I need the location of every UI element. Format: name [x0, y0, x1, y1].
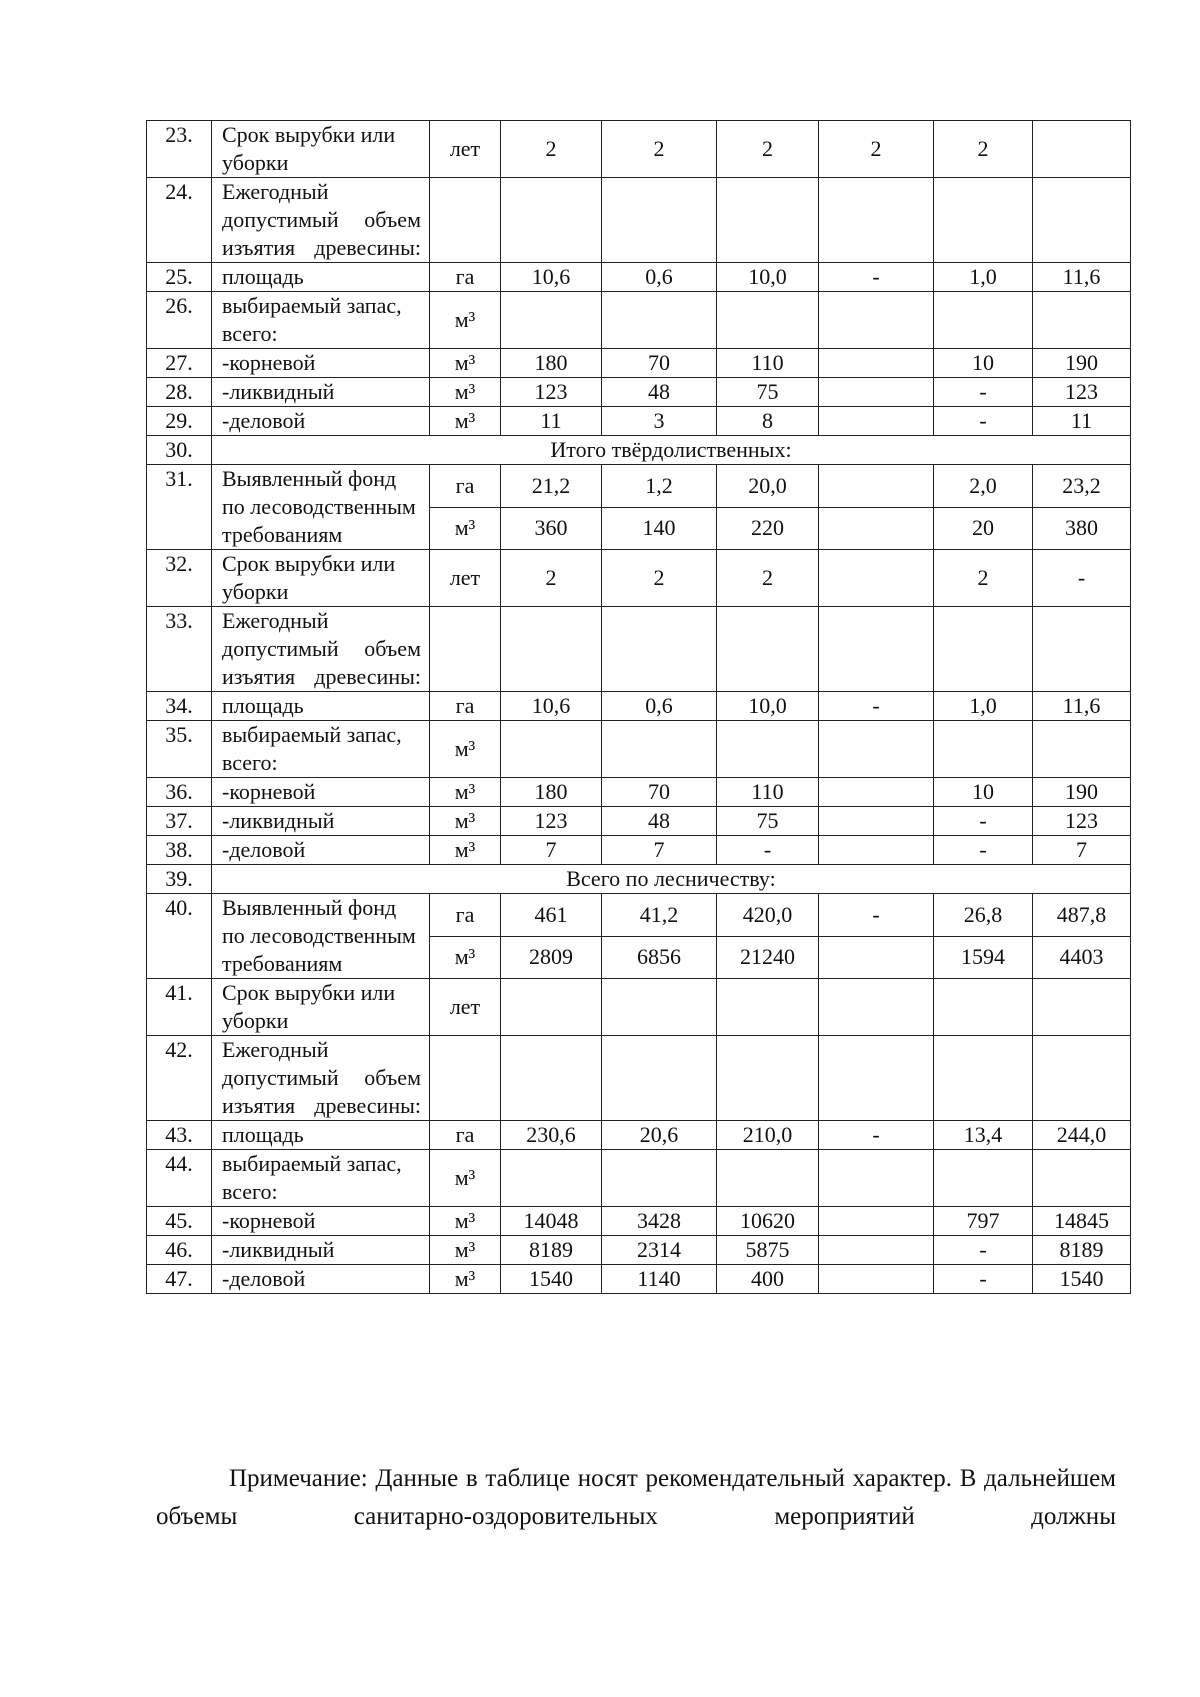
value-cell: 400: [717, 1265, 819, 1294]
row-name: выбираемый запас, всего:: [212, 721, 430, 778]
row-number: 40.: [147, 894, 212, 979]
unit-cell: га: [430, 263, 501, 292]
row-name: -ликвидный: [212, 378, 430, 407]
value-cell: [819, 836, 934, 865]
value-cell: 11: [1033, 407, 1131, 436]
value-cell: [934, 292, 1033, 349]
unit-cell: м³: [430, 721, 501, 778]
table-row: [147, 692, 1131, 721]
row-name: -корневой: [212, 778, 430, 807]
row-number: 44.: [147, 1150, 212, 1207]
section-title: Всего по лесничеству:: [212, 865, 1131, 894]
value-cell: 20: [934, 507, 1033, 550]
value-cell: 10,6: [501, 692, 602, 721]
value-cell: [819, 407, 934, 436]
value-cell: [602, 721, 717, 778]
table-row: [147, 1207, 1131, 1236]
value-cell: [819, 178, 934, 263]
unit-cell: га: [430, 1121, 501, 1150]
value-cell: [602, 979, 717, 1036]
value-cell: 0,6: [602, 692, 717, 721]
unit-cell: [430, 1036, 501, 1121]
row-number: 41.: [147, 979, 212, 1036]
row-name: -корневой: [212, 1207, 430, 1236]
row-name: Срок вырубки или уборки: [212, 550, 430, 607]
table-row: [147, 407, 1131, 436]
unit-cell: га: [430, 692, 501, 721]
value-cell: -: [819, 692, 934, 721]
value-cell: 1,0: [934, 263, 1033, 292]
section-row: [147, 436, 1131, 465]
value-cell: [1033, 1150, 1131, 1207]
value-cell: [934, 721, 1033, 778]
row-name: -деловой: [212, 836, 430, 865]
row-number: 35.: [147, 721, 212, 778]
row-name: Выявленный фонд по лесоводственным требованиям: [212, 465, 430, 550]
value-cell: 2: [501, 121, 602, 178]
value-cell: 123: [1033, 378, 1131, 407]
value-cell: 2: [501, 550, 602, 607]
value-cell: 1,2: [602, 465, 717, 508]
value-cell: 75: [717, 807, 819, 836]
value-cell: 10: [934, 349, 1033, 378]
table-row: [147, 263, 1131, 292]
value-cell: [717, 721, 819, 778]
value-cell: 3: [602, 407, 717, 436]
value-cell: 2: [717, 550, 819, 607]
row-number: 45.: [147, 1207, 212, 1236]
value-cell: 123: [501, 378, 602, 407]
value-cell: [717, 178, 819, 263]
value-cell: [819, 292, 934, 349]
table-row: [147, 807, 1131, 836]
row-name: Срок вырубки или уборки: [212, 121, 430, 178]
value-cell: [602, 607, 717, 692]
value-cell: 2: [934, 121, 1033, 178]
unit-cell: м³: [430, 936, 501, 979]
unit-cell: [430, 607, 501, 692]
value-cell: [602, 1150, 717, 1207]
table-row: [147, 121, 1131, 178]
table-row: [147, 292, 1131, 349]
value-cell: 360: [501, 507, 602, 550]
value-cell: 220: [717, 507, 819, 550]
value-cell: 2809: [501, 936, 602, 979]
value-cell: 244,0: [1033, 1121, 1131, 1150]
table-row: [147, 349, 1131, 378]
value-cell: 110: [717, 778, 819, 807]
value-cell: 1540: [501, 1265, 602, 1294]
row-name: площадь: [212, 692, 430, 721]
row-number: 46.: [147, 1236, 212, 1265]
value-cell: 2: [934, 550, 1033, 607]
unit-cell: м³: [430, 507, 501, 550]
value-cell: 2: [602, 550, 717, 607]
value-cell: -: [934, 407, 1033, 436]
value-cell: [602, 292, 717, 349]
value-cell: [819, 778, 934, 807]
value-cell: [819, 465, 934, 508]
value-cell: 7: [602, 836, 717, 865]
table-row: [147, 1036, 1131, 1121]
table-row: [147, 178, 1131, 263]
value-cell: 10620: [717, 1207, 819, 1236]
value-cell: [819, 1150, 934, 1207]
row-name: Выявленный фонд по лесоводственным требованиям: [212, 894, 430, 979]
value-cell: [819, 979, 934, 1036]
table-row: [147, 979, 1131, 1036]
unit-cell: лет: [430, 550, 501, 607]
value-cell: 180: [501, 349, 602, 378]
value-cell: 11,6: [1033, 692, 1131, 721]
table-row: [147, 894, 1131, 937]
unit-cell: га: [430, 894, 501, 937]
value-cell: -: [819, 1121, 934, 1150]
value-cell: [1033, 979, 1131, 1036]
value-cell: [1033, 721, 1131, 778]
value-cell: [1033, 607, 1131, 692]
value-cell: -: [934, 1265, 1033, 1294]
value-cell: 20,6: [602, 1121, 717, 1150]
value-cell: -: [934, 1236, 1033, 1265]
unit-cell: м³: [430, 1207, 501, 1236]
value-cell: 2: [717, 121, 819, 178]
value-cell: [819, 349, 934, 378]
row-name: Ежегодный допустимый объем изъятия древесины:: [212, 178, 430, 263]
value-cell: 2: [819, 121, 934, 178]
row-number: 26.: [147, 292, 212, 349]
value-cell: 7: [1033, 836, 1131, 865]
value-cell: 180: [501, 778, 602, 807]
table-row: [147, 1121, 1131, 1150]
unit-cell: лет: [430, 121, 501, 178]
value-cell: [819, 1207, 934, 1236]
value-cell: [1033, 292, 1131, 349]
value-cell: [501, 607, 602, 692]
value-cell: -: [934, 807, 1033, 836]
table-row: [147, 778, 1131, 807]
row-number: 27.: [147, 349, 212, 378]
value-cell: [602, 178, 717, 263]
row-name: -ликвидный: [212, 807, 430, 836]
value-cell: [501, 1036, 602, 1121]
value-cell: 3428: [602, 1207, 717, 1236]
value-cell: 10,0: [717, 692, 819, 721]
table-row: [147, 378, 1131, 407]
row-name: выбираемый запас, всего:: [212, 1150, 430, 1207]
value-cell: 23,2: [1033, 465, 1131, 508]
value-cell: 1594: [934, 936, 1033, 979]
table-row: [147, 1150, 1131, 1207]
unit-cell: м³: [430, 778, 501, 807]
value-cell: [934, 607, 1033, 692]
value-cell: 20,0: [717, 465, 819, 508]
row-name: выбираемый запас, всего:: [212, 292, 430, 349]
value-cell: [819, 507, 934, 550]
row-number: 43.: [147, 1121, 212, 1150]
section-title: Итого твёрдолиственных:: [212, 436, 1131, 465]
value-cell: 21,2: [501, 465, 602, 508]
value-cell: [934, 1036, 1033, 1121]
unit-cell: м³: [430, 836, 501, 865]
value-cell: 190: [1033, 349, 1131, 378]
table-row: [147, 721, 1131, 778]
value-cell: [819, 1265, 934, 1294]
value-cell: 48: [602, 378, 717, 407]
unit-cell: м³: [430, 1265, 501, 1294]
value-cell: [1033, 1036, 1131, 1121]
value-cell: 10,6: [501, 263, 602, 292]
value-cell: [1033, 121, 1131, 178]
table-row: [147, 836, 1131, 865]
row-number: 38.: [147, 836, 212, 865]
row-number: 42.: [147, 1036, 212, 1121]
row-name: -деловой: [212, 1265, 430, 1294]
value-cell: [819, 378, 934, 407]
unit-cell: м³: [430, 407, 501, 436]
value-cell: 8: [717, 407, 819, 436]
note-paragraph: Примечание: Данные в таблице носят рекомендательный характер. В дальнейшем объемы санитарно-оздоровительных мероприятий должны: [156, 1465, 1116, 1530]
unit-cell: [430, 178, 501, 263]
row-number: 32.: [147, 550, 212, 607]
value-cell: [819, 1236, 934, 1265]
table-row: [147, 465, 1131, 508]
value-cell: [501, 979, 602, 1036]
value-cell: [1033, 178, 1131, 263]
value-cell: 11: [501, 407, 602, 436]
value-cell: [819, 807, 934, 836]
value-cell: 14845: [1033, 1207, 1131, 1236]
value-cell: [934, 178, 1033, 263]
row-number: 28.: [147, 378, 212, 407]
value-cell: 380: [1033, 507, 1131, 550]
value-cell: [602, 1036, 717, 1121]
value-cell: [819, 1036, 934, 1121]
unit-cell: м³: [430, 1150, 501, 1207]
forestry-table: [146, 120, 1131, 1294]
value-cell: 797: [934, 1207, 1033, 1236]
value-cell: 230,6: [501, 1121, 602, 1150]
value-cell: 2,0: [934, 465, 1033, 508]
value-cell: 461: [501, 894, 602, 937]
unit-cell: м³: [430, 292, 501, 349]
value-cell: 8189: [501, 1236, 602, 1265]
value-cell: 7: [501, 836, 602, 865]
value-cell: 123: [1033, 807, 1131, 836]
value-cell: [717, 1150, 819, 1207]
value-cell: 21240: [717, 936, 819, 979]
row-name: Срок вырубки или уборки: [212, 979, 430, 1036]
value-cell: [819, 936, 934, 979]
value-cell: -: [934, 378, 1033, 407]
table-row: [147, 607, 1131, 692]
value-cell: [819, 550, 934, 607]
value-cell: 0,6: [602, 263, 717, 292]
row-number: 33.: [147, 607, 212, 692]
value-cell: -: [1033, 550, 1131, 607]
value-cell: [934, 1150, 1033, 1207]
row-number: 37.: [147, 807, 212, 836]
value-cell: 13,4: [934, 1121, 1033, 1150]
value-cell: 26,8: [934, 894, 1033, 937]
value-cell: 2: [602, 121, 717, 178]
unit-cell: м³: [430, 807, 501, 836]
table-row: [147, 1236, 1131, 1265]
value-cell: 41,2: [602, 894, 717, 937]
value-cell: [717, 607, 819, 692]
value-cell: [501, 721, 602, 778]
unit-cell: м³: [430, 378, 501, 407]
unit-cell: лет: [430, 979, 501, 1036]
value-cell: -: [819, 894, 934, 937]
value-cell: 5875: [717, 1236, 819, 1265]
value-cell: 70: [602, 349, 717, 378]
row-name: -ликвидный: [212, 1236, 430, 1265]
value-cell: [501, 178, 602, 263]
value-cell: 4403: [1033, 936, 1131, 979]
value-cell: 140: [602, 507, 717, 550]
value-cell: 11,6: [1033, 263, 1131, 292]
value-cell: 75: [717, 378, 819, 407]
value-cell: 420,0: [717, 894, 819, 937]
value-cell: 48: [602, 807, 717, 836]
unit-cell: га: [430, 465, 501, 508]
row-number: 25.: [147, 263, 212, 292]
row-number: 34.: [147, 692, 212, 721]
value-cell: 10: [934, 778, 1033, 807]
value-cell: 110: [717, 349, 819, 378]
value-cell: [717, 979, 819, 1036]
value-cell: 2314: [602, 1236, 717, 1265]
value-cell: [717, 1036, 819, 1121]
row-number: 39.: [147, 865, 212, 894]
value-cell: [501, 1150, 602, 1207]
row-number: 29.: [147, 407, 212, 436]
value-cell: 6856: [602, 936, 717, 979]
value-cell: [501, 292, 602, 349]
row-number: 24.: [147, 178, 212, 263]
row-name: Ежегодный допустимый объем изъятия древесины:: [212, 607, 430, 692]
row-number: 23.: [147, 121, 212, 178]
value-cell: 123: [501, 807, 602, 836]
table-row: [147, 1265, 1131, 1294]
unit-cell: м³: [430, 1236, 501, 1265]
value-cell: [819, 607, 934, 692]
row-name: Ежегодный допустимый объем изъятия древесины:: [212, 1036, 430, 1121]
row-number: 47.: [147, 1265, 212, 1294]
value-cell: [934, 979, 1033, 1036]
value-cell: 10,0: [717, 263, 819, 292]
value-cell: 190: [1033, 778, 1131, 807]
value-cell: -: [819, 263, 934, 292]
row-number: 31.: [147, 465, 212, 550]
row-number: 36.: [147, 778, 212, 807]
value-cell: 14048: [501, 1207, 602, 1236]
row-name: -деловой: [212, 407, 430, 436]
section-row: [147, 865, 1131, 894]
value-cell: 210,0: [717, 1121, 819, 1150]
value-cell: 1140: [602, 1265, 717, 1294]
value-cell: 1,0: [934, 692, 1033, 721]
value-cell: 70: [602, 778, 717, 807]
row-name: площадь: [212, 1121, 430, 1150]
value-cell: -: [934, 836, 1033, 865]
value-cell: 8189: [1033, 1236, 1131, 1265]
table-row: [147, 550, 1131, 607]
value-cell: [717, 292, 819, 349]
value-cell: 487,8: [1033, 894, 1131, 937]
value-cell: [819, 721, 934, 778]
row-name: площадь: [212, 263, 430, 292]
value-cell: 1540: [1033, 1265, 1131, 1294]
row-name: -корневой: [212, 349, 430, 378]
unit-cell: м³: [430, 349, 501, 378]
value-cell: -: [717, 836, 819, 865]
row-number: 30.: [147, 436, 212, 465]
